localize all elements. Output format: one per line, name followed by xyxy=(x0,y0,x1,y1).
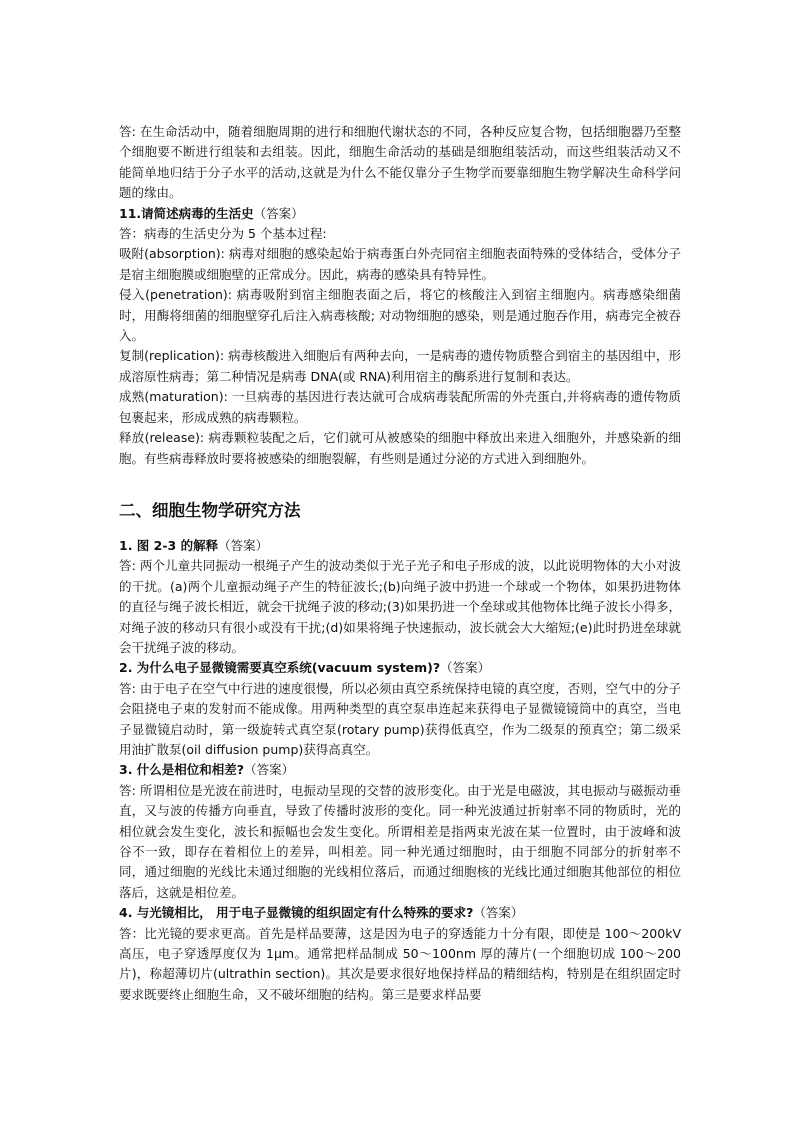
q11-maturation: 成熟(maturation): 一旦病毒的基因进行表达就可合成病毒装配所需的外壳蛋白,并将病毒的遗传物质包裹起来，形成成熟的病毒颗粒。 xyxy=(119,389,681,425)
question-11-title: 11.请简述病毒的生活史 xyxy=(119,205,254,221)
question-1-title: 1. 图 2-3 的解释 xyxy=(119,537,219,553)
answer-tag: （答案） xyxy=(218,537,269,553)
q1-answer: 答: 两个儿童共同振动一根绳子产生的波动类似于光子光子和电子形成的波，以此说明物体的大小对波的干扰。(a)两个儿童振动绳子产生的特征波长;(b)向绳子波中扔进一个球或一个物体，如果扔进物体的直径与绳子波长相近，就会干扰绳子波的移动;(3)如果扔进一个垒球或其他物体比绳子波长小得多，对绳子波的移动只有很小或没有干扰;(d)如果将绳子快速振动，波长就会大大缩短;(e)此时扔进垒球就会干扰绳子波的移动。 xyxy=(119,558,681,655)
answer-tag: （答案） xyxy=(440,660,491,676)
question-4 xyxy=(119,903,681,923)
q11-absorption: 吸附(absorption): 病毒对细胞的感染起始于病毒蛋白外壳同宿主细胞表面特殊的受体结合，受体分子是宿主细胞膜或细胞壁的正常成分。因此，病毒的感染具有特异性。 xyxy=(119,246,681,282)
document-page xyxy=(119,122,681,1005)
answer-tag: （答案） xyxy=(253,205,304,221)
q11-answer-lead: 答：病毒的生活史分为 5 个基本过程: xyxy=(119,226,327,242)
question-3-title: 3. 什么是相位和相差? xyxy=(119,762,245,778)
intro-answer: 答: 在生命活动中，随着细胞周期的进行和细胞代谢状态的不同，各种反应复合物，包括细胞器乃至整个细胞要不断进行组装和去组装。因此，细胞生命活动的基础是细胞组装活动，而这些组装活动又不能简单地归结于分子水平的活动,这就是为什么不能仅靠分子生物学而要靠细胞生物学解决生命科学问题的缘由。 xyxy=(119,124,681,201)
answer-tag: （答案） xyxy=(473,905,524,921)
q11-release: 释放(release): 病毒颗粒装配之后，它们就可从被感染的细胞中释放出来进入细胞外，并感染新的细胞。有些病毒释放时要将被感染的细胞裂解，有些则是通过分泌的方式进入到细胞外。 xyxy=(119,430,681,466)
q3-answer: 答: 所谓相位是光波在前进时，电振动呈现的交替的波形变化。由于光是电磁波，其电振动与磁振动垂直，又与波的传播方向垂直，导致了传播时波形的变化。同一种光波通过折射率不同的物质时，光的相位就会发生变化，波长和振幅也会发生变化。所谓相差是指两束光波在某一位置时，由于波峰和波谷不一致，即存在着相位上的差异，叫相差。同一种光通过细胞时，由于细胞不同部分的折射率不同，通过细胞的光线比未通过细胞的光线相位落后，而通过细胞核的光线比通过细胞其他部位的相位落后，这就是相位差。 xyxy=(119,782,681,900)
question-1 xyxy=(119,536,681,556)
q11-replication: 复制(replication): 病毒核酸进入细胞后有两种去向，一是病毒的遗传物质整合到宿主的基因组中，形成溶原性病毒；第二种情况是病毒 DNA(或 RNA)利用宿主的酶系进行复制和表达。 xyxy=(119,348,681,384)
q11-penetration: 侵入(penetration): 病毒吸附到宿主细胞表面之后，将它的核酸注入到宿主细胞内。病毒感染细菌时，用酶将细菌的细胞壁穿孔后注入病毒核酸; 对动物细胞的感染，则是通过胞吞作用，病毒完全被吞入。 xyxy=(119,287,681,344)
question-3 xyxy=(119,760,681,780)
question-11 xyxy=(119,204,681,224)
answer-tag: （答案） xyxy=(244,762,295,778)
q2-answer: 答: 由于电子在空气中行进的速度很慢，所以必须由真空系统保持电镜的真空度，否则，空气中的分子会阻挠电子束的发射而不能成像。用两种类型的真空泵串连起来获得电子显微镜镜筒中的真空，当电子显微镜启动时，第一级旋转式真空泵(rotary pump)获得低真空，作为二级泵的预真空；第二级采用油扩散泵(oil diffusion pump)获得高真空。 xyxy=(119,680,681,757)
section-heading: 二、细胞生物学研究方法 xyxy=(119,500,301,520)
question-2-title: 2. 为什么电子显微镜需要真空系统(vacuum system)? xyxy=(119,660,441,676)
question-2 xyxy=(119,658,681,678)
question-4-title: 4. 与光镜相比， 用于电子显微镜的组织固定有什么特殊的要求? xyxy=(119,905,474,921)
q4-answer: 答：比光镜的要求更高。首先是样品要薄，这是因为电子的穿透能力十分有限，即使是 100～200kV 高压，电子穿透厚度仅为 1μm。通常把样品制成 50～100nm 厚的薄片(一个细胞切成 100～200 片)，称超薄切片(ultrathin section)。其次是要求很好地保持样品的精细结构，特别是在组织固定时要求既要终止细胞生命，又不破坏细胞的结构。第三是要求样品要 xyxy=(119,925,681,1002)
